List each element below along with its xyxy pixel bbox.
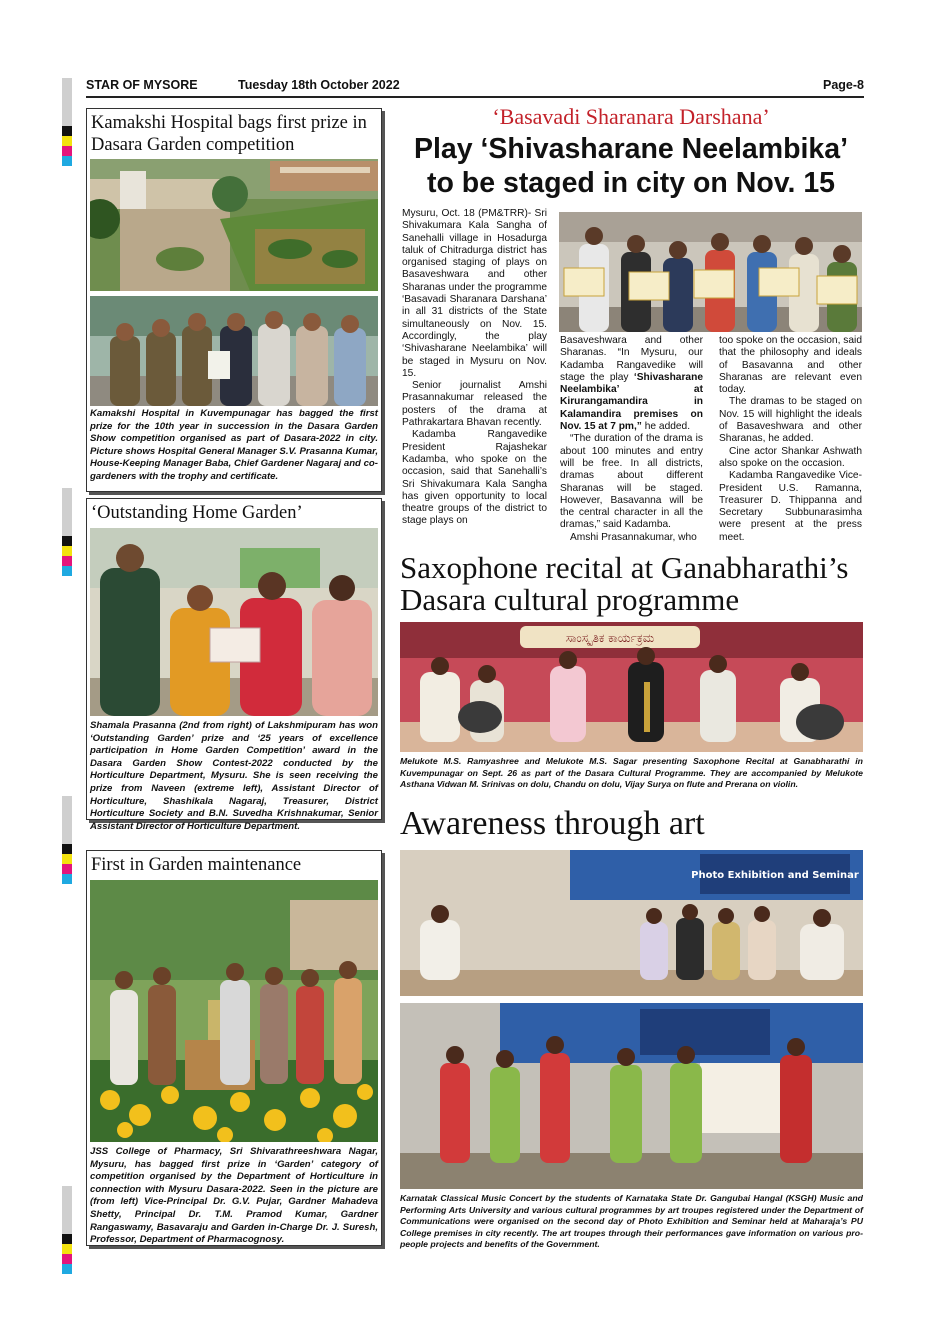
paragraph: The dramas to be staged on Nov. 15 will highlight the ideals of Basaveshwara and other Sharanas, he added. bbox=[719, 396, 862, 445]
newspaper-name: STAR OF MYSORE bbox=[86, 78, 198, 92]
award-ceremony-photo bbox=[90, 528, 378, 716]
press-meet-photo bbox=[559, 212, 862, 332]
kamakshi-article bbox=[86, 108, 382, 492]
article-column-3 bbox=[719, 335, 862, 544]
music-concert-photo bbox=[400, 850, 863, 996]
photo-caption: JSS College of Pharmacy, Sri Shivarathreeshwara Nagar, Mysuru, has bagged first prize in ‘Garden’ category of competition organised by the Department of Horticulture in connection with Mysuru Dasara-2022. Seen in the picture are (from left) Vice-Principal Dr. G.V. Pujar, Gardner Mahadeva Shetty, Principal Dr. T.M. Pramod Kumar, Gardner Rangaswamy, Basavaraju and Garden in-Charge Dr. J. Suresh, Professor, Department of Pharmacognosy. bbox=[90, 1146, 378, 1246]
paragraph: Amshi Prasannakumar, who bbox=[570, 531, 697, 543]
article-column-1 bbox=[402, 208, 547, 528]
paragraph: Senior journalist Amshi Prasannakumar released the posters of the drama at Pathrakartara Bhavan recently. bbox=[402, 380, 547, 429]
article-title: ‘Outstanding Home Garden’ bbox=[91, 503, 303, 523]
paragraph: “The duration of the drama is about 100 minutes and entry will be free. In all districts, dramas about different Sharanas will be staged. However, Basavanna will be the central character in all the dramas,” said Kadamba. bbox=[560, 433, 703, 531]
paragraph: Kadamba Rangavedike President Rajashekar Kadamba, who spoke on the occasion, said that Sanehalli’s Sri Shivakumara Kala Sangha has given opportunity to local theatre groups of the district to stage plays on bbox=[402, 429, 547, 527]
kamakshi-staff-photo bbox=[90, 296, 378, 406]
paragraph: Mysuru, Oct. 18 (PM&TRR)- Sri Shivakumara Kala Sangha of Sanehalli village in Hosadurga taluk of Chitradurga district has organised staging of plays on Basaveshwara and other Sharanas under the programme ‘Basavadi Sharanara Darshana’ in all 31 districts of the State simultaneously on Nov. 15. Accordingly, the play ‘Shivasharane Neelambika’ will be staged in Mysuru on Nov. 15. bbox=[402, 208, 547, 379]
paragraph: Kadamba Rangavedike Vice-President U.S. Ramanna, Treasurer D. Thippanna and Secretary Subbunarasimha were present at the press meet. bbox=[719, 470, 862, 543]
event-details: ‘Shivasharane Neelambika’ at Kirurangamandira in Kalamandira premises on Nov. 15 at 7 pm,” bbox=[560, 371, 703, 433]
paragraph: Cine actor Shankar Ashwath also spoke on the occasion. bbox=[719, 445, 862, 469]
registration-marks-mid bbox=[62, 488, 72, 576]
photo-caption: Kamakshi Hospital in Kuvempunagar has bagged the first prize for the 10th year in succession in the Dasara Garden Show competition organised as part of Dasara-2022 in city. Picture shows Hospital General Manager S.V. Prasanna Kumar, House-Keeping Manager Baba, Chief Gardener Nagaraj and co-gardeners with the trophy and certificate. bbox=[90, 408, 378, 482]
paragraph-start: Basaveshwara and other Sharanas. “In Mysuru, our Kadamba Rangavedike will stage the play bbox=[560, 335, 703, 383]
home-garden-article bbox=[86, 498, 382, 832]
awareness-headline: Awareness through art bbox=[400, 805, 705, 842]
page-number: Page-8 bbox=[823, 78, 864, 92]
article-headline: Play ‘Shivasharane Neelambika’ to be staged in city on Nov. 15 bbox=[413, 133, 849, 199]
photo-caption: Shamala Prasanna (2nd from right) of Lakshmipuram has won ‘Outstanding Garden’ prize and ‘25 years of excellence participation in Home Garden Competition’ award in the Dasara Garden Show Contest-2022 conducted by the Horticulture Department, Mysuru. She is seen receiving the prize from Naveen (extreme left), Assistant Director of Horticulture, Shashikala Nagaraj, Treasurer, District Horticulture Society and B.N. Suvedha Krishnakumar, Senior Assistant Director of Horticulture Department. bbox=[90, 720, 378, 832]
article-kicker: ‘Basavadi Sharanara Darshana’ bbox=[492, 104, 770, 129]
article-title: Kamakshi Hospital bags first prize in Dasara Garden competition bbox=[91, 113, 367, 155]
cultural-troupe-photo bbox=[400, 1003, 863, 1189]
page-masthead bbox=[86, 76, 864, 98]
issue-date: Tuesday 18th October 2022 bbox=[238, 78, 400, 92]
paragraph: too spoke on the occasion, said that the philosophy and ideals of Basavanna and other Sharanas are relevant even today. bbox=[719, 335, 862, 396]
saxophone-recital-photo bbox=[400, 622, 863, 752]
awareness-caption: Karnatak Classical Music Concert by the students of Karnataka State Dr. Gangubai Hangal (KSGH) Music and Performing Arts University and various cultural programmes by art troupes registered under the Department of Communications were organised on the second day of Photo Exhibition and Seminar held at Maharaja’s PU College premises in city recently. The art troupes through their performances gave information on various pro-people projects and benefits of the Government. bbox=[400, 1193, 863, 1249]
garden-maintenance-article bbox=[86, 850, 382, 1246]
garden-team-photo bbox=[90, 880, 378, 1142]
registration-marks-top bbox=[62, 78, 72, 166]
paragraph bbox=[560, 335, 703, 433]
registration-marks-bottom bbox=[62, 1186, 72, 1274]
paragraph-end: he added. bbox=[641, 421, 691, 433]
saxophone-caption: Melukote M.S. Ramyashree and Melukote M.S. Sagar presenting Saxophone Recital at Ganabharathi in Kuvempunagar on Sept. 26 as part of the Dasara Cultural Programme. They are accompanied by Melukote Asthana Vidwan M. Srinivas on dolu, Chandu on dolu, Vijay Surya on flute and Prerana on violin. bbox=[400, 756, 863, 789]
article-column-2 bbox=[560, 335, 703, 544]
registration-marks-lower bbox=[62, 796, 72, 884]
article-title: First in Garden maintenance bbox=[91, 855, 302, 875]
stage-banner-text: ಸಾಂಸ್ಕೃತಿಕ ಕಾರ್ಯಕ್ರಮ bbox=[565, 631, 655, 645]
saxophone-headline: Saxophone recital at Ganabharathi’s Dasara cultural programme bbox=[400, 550, 849, 617]
garden-aerial-photo bbox=[90, 159, 378, 291]
exhibition-banner-text: Photo Exhibition and Seminar bbox=[691, 870, 859, 881]
